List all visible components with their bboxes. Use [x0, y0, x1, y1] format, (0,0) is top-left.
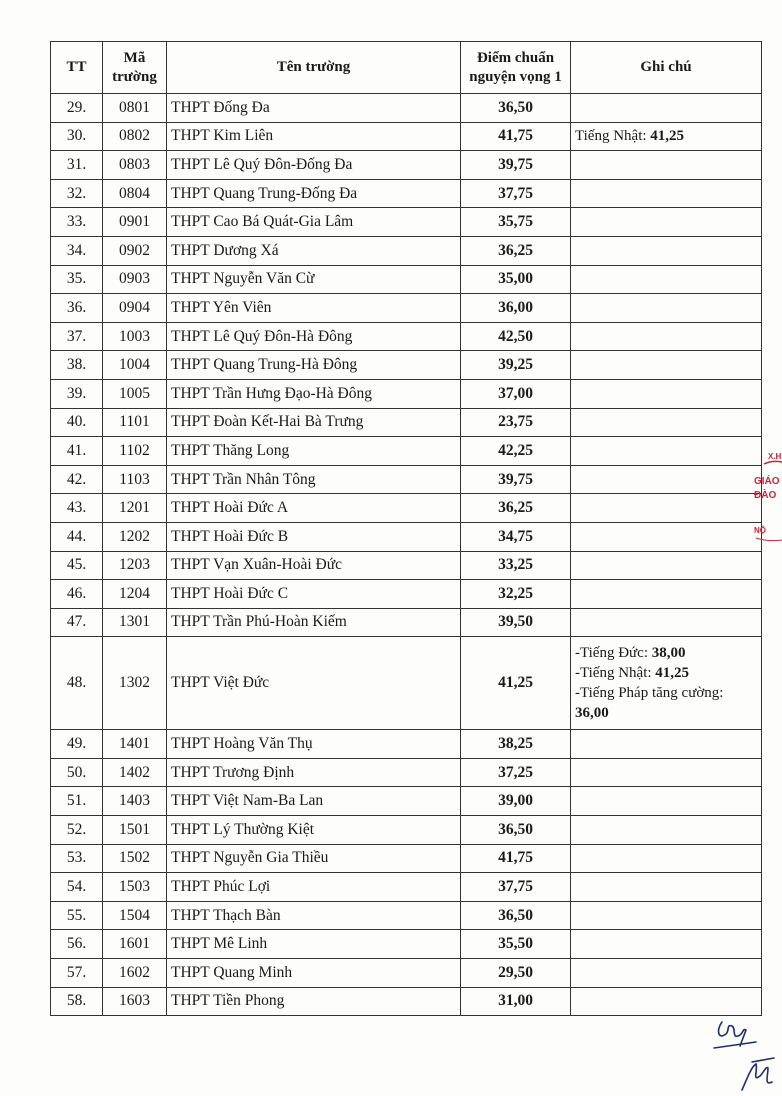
school-code: 1004 — [103, 351, 167, 380]
row-number: 45. — [51, 551, 103, 580]
school-name: THPT Đoàn Kết-Hai Bà Trưng — [167, 408, 461, 437]
note-cell — [571, 844, 762, 873]
note-cell — [571, 522, 762, 551]
signature-initial-icon — [738, 1056, 778, 1094]
school-name: THPT Kim Liên — [167, 122, 461, 151]
note-label: -Tiếng Pháp tăng cường: — [575, 685, 724, 702]
stamp-ring-icon — [752, 450, 782, 570]
note-cell — [571, 873, 762, 902]
table-row — [51, 122, 762, 151]
note-cell — [571, 758, 762, 787]
table-row — [51, 265, 762, 294]
school-code: 1504 — [103, 901, 167, 930]
table-row — [51, 408, 762, 437]
cutoff-score: 36,50 — [461, 94, 571, 123]
row-number: 55. — [51, 901, 103, 930]
cutoff-score: 35,00 — [461, 265, 571, 294]
note-label: -Tiếng Nhật: — [575, 665, 652, 682]
note-cell — [571, 122, 762, 151]
note-cell — [571, 351, 762, 380]
note-value: 38,00 — [651, 645, 686, 662]
note-value: 41,25 — [655, 665, 690, 682]
table-row — [51, 930, 762, 959]
school-code: 0803 — [103, 151, 167, 180]
table-row — [51, 522, 762, 551]
note-cell — [571, 379, 762, 408]
table-row — [51, 551, 762, 580]
cutoff-score: 41,75 — [461, 122, 571, 151]
table-row — [51, 730, 762, 759]
table-body — [51, 94, 762, 1016]
note-cell — [571, 265, 762, 294]
school-name: THPT Trương Định — [167, 758, 461, 787]
note-cell — [571, 94, 762, 123]
school-name: THPT Đống Đa — [167, 94, 461, 123]
school-name: THPT Lê Quý Đôn-Hà Đông — [167, 322, 461, 351]
row-number: 46. — [51, 580, 103, 609]
row-number: 32. — [51, 179, 103, 208]
school-code: 0802 — [103, 122, 167, 151]
row-number: 53. — [51, 844, 103, 873]
school-code: 1203 — [103, 551, 167, 580]
row-number: 52. — [51, 816, 103, 845]
row-number: 49. — [51, 730, 103, 759]
school-name: THPT Nguyễn Văn Cừ — [167, 265, 461, 294]
cutoff-score: 39,75 — [461, 151, 571, 180]
school-name: THPT Cao Bá Quát-Gia Lâm — [167, 208, 461, 237]
row-number: 44. — [51, 522, 103, 551]
row-number: 58. — [51, 987, 103, 1016]
note-line — [575, 643, 757, 663]
note-cell — [571, 637, 762, 730]
school-name: THPT Hoàng Văn Thụ — [167, 730, 461, 759]
note-cell — [571, 608, 762, 637]
school-code: 1501 — [103, 816, 167, 845]
table-row — [51, 959, 762, 988]
note-cell — [571, 930, 762, 959]
cutoff-score: 39,50 — [461, 608, 571, 637]
header-school-name: Tên trường — [167, 42, 461, 94]
stamp-text-2: GIÁO — [754, 476, 780, 487]
table-row — [51, 294, 762, 323]
note-cell — [571, 236, 762, 265]
note-cell — [571, 787, 762, 816]
row-number: 30. — [51, 122, 103, 151]
school-code: 1101 — [103, 408, 167, 437]
cutoff-score: 35,75 — [461, 208, 571, 237]
cutoff-score: 33,25 — [461, 551, 571, 580]
stamp-text-1: X.H — [768, 452, 782, 461]
row-number: 35. — [51, 265, 103, 294]
cutoff-score: 36,50 — [461, 816, 571, 845]
school-name: THPT Lê Quý Đôn-Đống Đa — [167, 151, 461, 180]
admission-score-table — [50, 41, 762, 1016]
row-number: 43. — [51, 494, 103, 523]
cutoff-score: 31,00 — [461, 987, 571, 1016]
note-label: -Tiếng Đức: — [575, 645, 648, 662]
cutoff-score: 37,75 — [461, 179, 571, 208]
table-row — [51, 901, 762, 930]
school-name: THPT Thạch Bàn — [167, 901, 461, 930]
row-number: 57. — [51, 959, 103, 988]
note-cell — [571, 494, 762, 523]
note-cell — [571, 208, 762, 237]
school-name: THPT Phúc Lợi — [167, 873, 461, 902]
school-code: 1602 — [103, 959, 167, 988]
row-number: 42. — [51, 465, 103, 494]
school-code: 1601 — [103, 930, 167, 959]
note-line — [575, 683, 757, 723]
stamp-text-3: ĐÀO — [754, 490, 777, 501]
table-row — [51, 236, 762, 265]
school-code: 1401 — [103, 730, 167, 759]
school-code: 0903 — [103, 265, 167, 294]
table-row — [51, 379, 762, 408]
school-code: 1502 — [103, 844, 167, 873]
note-cell — [571, 179, 762, 208]
cutoff-score: 32,25 — [461, 580, 571, 609]
table-row — [51, 351, 762, 380]
table-row — [51, 787, 762, 816]
row-number: 36. — [51, 294, 103, 323]
table-row — [51, 873, 762, 902]
school-code: 0901 — [103, 208, 167, 237]
school-code: 1103 — [103, 465, 167, 494]
note-label: Tiếng Nhật: — [575, 128, 647, 145]
row-number: 29. — [51, 94, 103, 123]
school-code: 1201 — [103, 494, 167, 523]
table-row — [51, 179, 762, 208]
note-line — [575, 663, 757, 683]
row-number: 38. — [51, 351, 103, 380]
cutoff-score: 38,25 — [461, 730, 571, 759]
note-cell — [571, 551, 762, 580]
cutoff-score: 35,50 — [461, 930, 571, 959]
school-name: THPT Vạn Xuân-Hoài Đức — [167, 551, 461, 580]
note-value: 41,25 — [650, 128, 685, 145]
school-name: THPT Dương Xá — [167, 236, 461, 265]
row-number: 33. — [51, 208, 103, 237]
school-code: 1403 — [103, 787, 167, 816]
cutoff-score: 37,00 — [461, 379, 571, 408]
row-number: 40. — [51, 408, 103, 437]
cutoff-score: 39,75 — [461, 465, 571, 494]
school-name: THPT Quang Trung-Đống Đa — [167, 179, 461, 208]
note-line — [575, 127, 757, 145]
row-number: 54. — [51, 873, 103, 902]
school-code: 1204 — [103, 580, 167, 609]
school-name: THPT Thăng Long — [167, 437, 461, 466]
cutoff-score: 39,25 — [461, 351, 571, 380]
note-cell — [571, 465, 762, 494]
signature-initial-icon — [712, 1012, 760, 1052]
school-name: THPT Trần Nhân Tông — [167, 465, 461, 494]
cutoff-score: 41,75 — [461, 844, 571, 873]
school-name: THPT Hoài Đức B — [167, 522, 461, 551]
school-code: 1503 — [103, 873, 167, 902]
cutoff-score: 36,50 — [461, 901, 571, 930]
table-row — [51, 465, 762, 494]
note-cell — [571, 322, 762, 351]
school-code: 0902 — [103, 236, 167, 265]
row-number: 34. — [51, 236, 103, 265]
cutoff-score: 29,50 — [461, 959, 571, 988]
red-stamp — [752, 450, 782, 570]
school-name: THPT Hoài Đức A — [167, 494, 461, 523]
stamp-text-4: NỘ — [754, 526, 766, 535]
table-row — [51, 437, 762, 466]
header-note: Ghi chú — [571, 42, 762, 94]
school-code: 1005 — [103, 379, 167, 408]
cutoff-score: 42,25 — [461, 437, 571, 466]
note-cell — [571, 437, 762, 466]
row-number: 51. — [51, 787, 103, 816]
school-name: THPT Trần Phú-Hoàn Kiếm — [167, 608, 461, 637]
note-cell — [571, 580, 762, 609]
school-name: THPT Việt Đức — [167, 637, 461, 730]
school-name: THPT Hoài Đức C — [167, 580, 461, 609]
table-row — [51, 208, 762, 237]
school-code: 1603 — [103, 987, 167, 1016]
school-name: THPT Việt Nam-Ba Lan — [167, 787, 461, 816]
header-school-code: Mã trường — [103, 42, 167, 94]
note-cell — [571, 151, 762, 180]
school-code: 0804 — [103, 179, 167, 208]
table-row — [51, 494, 762, 523]
row-number: 50. — [51, 758, 103, 787]
school-name: THPT Trần Hưng Đạo-Hà Đông — [167, 379, 461, 408]
school-name: THPT Mê Linh — [167, 930, 461, 959]
table-row — [51, 322, 762, 351]
school-code: 1402 — [103, 758, 167, 787]
cutoff-score: 39,00 — [461, 787, 571, 816]
school-code: 1102 — [103, 437, 167, 466]
school-code: 0904 — [103, 294, 167, 323]
table-row — [51, 637, 762, 730]
note-cell — [571, 816, 762, 845]
table-header-row — [51, 42, 762, 94]
table-row — [51, 844, 762, 873]
cutoff-score: 36,00 — [461, 294, 571, 323]
note-cell — [571, 294, 762, 323]
school-code: 1302 — [103, 637, 167, 730]
row-number: 31. — [51, 151, 103, 180]
school-code: 1301 — [103, 608, 167, 637]
table-row — [51, 987, 762, 1016]
header-score: Điểm chuẩn nguyện vọng 1 — [461, 42, 571, 94]
row-number: 47. — [51, 608, 103, 637]
table-row — [51, 151, 762, 180]
cutoff-score: 23,75 — [461, 408, 571, 437]
school-name: THPT Tiền Phong — [167, 987, 461, 1016]
cutoff-score: 42,50 — [461, 322, 571, 351]
cutoff-score: 37,25 — [461, 758, 571, 787]
row-number: 48. — [51, 637, 103, 730]
school-code: 1003 — [103, 322, 167, 351]
row-number: 39. — [51, 379, 103, 408]
note-cell — [571, 959, 762, 988]
note-cell — [571, 408, 762, 437]
row-number: 41. — [51, 437, 103, 466]
table-row — [51, 608, 762, 637]
cutoff-score: 36,25 — [461, 236, 571, 265]
header-tt: TT — [51, 42, 103, 94]
cutoff-score: 41,25 — [461, 637, 571, 730]
row-number: 37. — [51, 322, 103, 351]
school-code: 0801 — [103, 94, 167, 123]
table-row — [51, 580, 762, 609]
table-row — [51, 758, 762, 787]
cutoff-score: 37,75 — [461, 873, 571, 902]
school-name: THPT Quang Trung-Hà Đông — [167, 351, 461, 380]
table-row — [51, 94, 762, 123]
school-name: THPT Quang Minh — [167, 959, 461, 988]
note-cell — [571, 901, 762, 930]
note-value: 36,00 — [575, 705, 609, 722]
school-name: THPT Nguyễn Gia Thiều — [167, 844, 461, 873]
school-name: THPT Yên Viên — [167, 294, 461, 323]
note-cell — [571, 730, 762, 759]
cutoff-score: 34,75 — [461, 522, 571, 551]
school-code: 1202 — [103, 522, 167, 551]
cutoff-score: 36,25 — [461, 494, 571, 523]
table-row — [51, 816, 762, 845]
school-name: THPT Lý Thường Kiệt — [167, 816, 461, 845]
row-number: 56. — [51, 930, 103, 959]
